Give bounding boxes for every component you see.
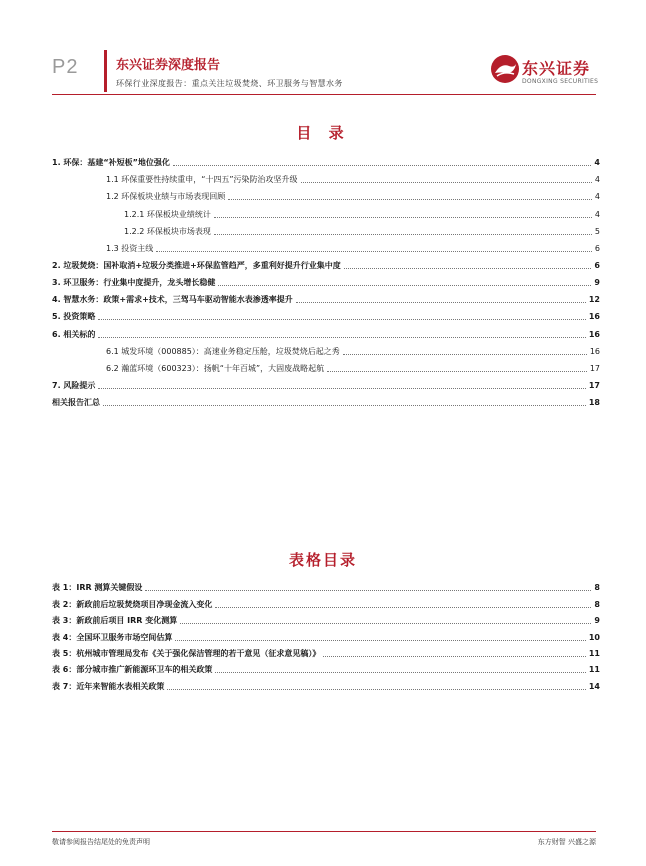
table-entry[interactable]: [52, 627, 600, 643]
table-entry-page: 8: [594, 583, 600, 593]
toc-entry-page: 16: [589, 346, 600, 356]
table-leader: [167, 689, 586, 690]
toc-entry-page: 18: [588, 398, 600, 408]
table-entry-page: 9: [594, 616, 600, 626]
toc-entry-label: 5. 投资策略: [52, 312, 96, 322]
toc-entry[interactable]: [52, 392, 600, 409]
toc-entry-label: 1.3 投资主线: [106, 243, 154, 253]
toc-entry-page: 4: [594, 192, 600, 202]
table-entry[interactable]: [52, 660, 600, 676]
table-entry-page: 8: [594, 599, 600, 609]
toc-entry-page: 6: [594, 260, 600, 270]
logo-mark-icon: [490, 54, 520, 84]
table-leader: [175, 640, 586, 641]
logo-text-en: DONGXING SECURITIES: [522, 78, 599, 85]
logo-text-cn: 东兴证券: [522, 59, 591, 78]
toc-leader: [98, 388, 585, 389]
footer-disclaimer: 敬请参阅报告结尾处的免责声明: [52, 838, 150, 846]
toc-entry-label: 1. 环保：基建“补短板”地位强化: [52, 158, 170, 168]
toc-entry[interactable]: [52, 341, 600, 358]
table-entry-label: 表 2：新政前后垃圾焚烧项目净现金流入变化: [52, 599, 213, 609]
toc-leader: [327, 371, 587, 372]
toc-entry-page: 9: [594, 278, 600, 288]
toc-leader: [301, 182, 592, 183]
toc-entry[interactable]: [52, 323, 600, 340]
toc-entry-page: 4: [594, 158, 600, 168]
toc-entry[interactable]: [52, 152, 600, 169]
toc-entry-label: 4. 智慧水务：政策+需求+技术，三驾马车驱动智能水表渗透率提升: [52, 295, 293, 305]
tables-list: [52, 578, 600, 693]
table-entry[interactable]: [52, 578, 600, 594]
toc-entry-page: 6: [594, 243, 600, 253]
table-entry[interactable]: [52, 611, 600, 627]
toc-entry-label: 6.1 城发环境（000885）：高速业务稳定压舱，垃圾焚烧后起之秀: [106, 346, 340, 356]
report-subtitle: 环保行业深度报告：重点关注垃圾焚烧、环卫服务与智慧水务: [116, 79, 343, 88]
page-number: P2: [52, 56, 79, 78]
toc-entry-label: 1.1 环保重要性持续重申，“十四五”污染防治攻坚升级: [106, 175, 298, 185]
toc-leader: [214, 234, 592, 235]
table-entry[interactable]: [52, 676, 600, 692]
table-entry[interactable]: [52, 644, 600, 660]
toc-list: [52, 152, 600, 409]
toc-entry[interactable]: [52, 375, 600, 392]
table-entry-label: 表 4：全国环卫服务市场空间估算: [52, 632, 173, 642]
toc-leader: [344, 268, 592, 269]
toc-entry-page: 16: [588, 312, 600, 322]
toc-entry-page: 17: [589, 363, 600, 373]
header-rule: [52, 94, 596, 95]
table-entry-label: 表 6：部分城市推广新能源环卫车的相关政策: [52, 665, 213, 675]
table-entry-page: 11: [588, 665, 600, 675]
toc-leader: [156, 251, 592, 252]
toc-entry-label: 1.2 环保板块业绩与市场表现回顾: [106, 192, 226, 202]
toc-leader: [98, 319, 585, 320]
toc-entry-page: 4: [594, 175, 600, 185]
table-entry[interactable]: [52, 594, 600, 610]
footer-slogan: 东方财智 兴盛之源: [537, 838, 596, 846]
table-entry-page: 10: [588, 632, 600, 642]
toc-entry[interactable]: [52, 289, 600, 306]
table-entry-label: 表 3：新政前后项目 IRR 变化测算: [52, 616, 178, 626]
toc-entry-label: 2. 垃圾焚烧：国补取消+垃圾分类推进+环保监管趋严，多重利好提升行业集中度: [52, 260, 341, 270]
table-leader: [180, 623, 591, 624]
toc-entry-label: 1.2.2 环保板块市场表现: [124, 226, 211, 236]
table-leader: [215, 672, 586, 673]
toc-entry-label: 1.2.1 环保板块业绩统计: [124, 209, 211, 219]
table-leader: [323, 656, 586, 657]
toc-entry[interactable]: [52, 186, 600, 203]
table-entry-page: 14: [588, 681, 600, 691]
toc-leader: [214, 217, 592, 218]
report-type: 东兴证券深度报告: [116, 58, 221, 73]
toc-entry-label: 相关报告汇总: [52, 398, 100, 408]
toc-entry-label: 3. 环卫服务：行业集中度提升，龙头增长稳健: [52, 278, 216, 288]
toc-leader: [218, 285, 591, 286]
table-entry-label: 表 7：近年来智能水表相关政策: [52, 681, 165, 691]
toc-entry[interactable]: [52, 272, 600, 289]
table-entry-label: 表 1：IRR 测算关键假设: [52, 583, 143, 593]
company-logo: [490, 52, 600, 90]
page-header: [0, 0, 646, 100]
table-leader: [215, 607, 591, 608]
tables-title: 表格目录: [288, 551, 357, 569]
table-leader: [145, 590, 591, 591]
header-accent-bar: [104, 50, 107, 92]
toc-entry-page: 4: [594, 209, 600, 219]
toc-entry-label: 6.2 瀚蓝环境（600323）：扬帆“十年百城”，大固废战略起航: [106, 363, 325, 373]
table-entry-label: 表 5：杭州城市管理局发布《关于强化保洁管理的若干意见（征求意见稿）》: [52, 648, 321, 658]
toc-entry[interactable]: [52, 306, 600, 323]
toc-title: 目 录: [296, 124, 350, 142]
footer-rule: [52, 831, 596, 832]
toc-entry[interactable]: [52, 255, 600, 272]
toc-entry-page: 17: [588, 380, 600, 390]
toc-entry-label: 6. 相关标的: [52, 329, 96, 339]
toc-entry-page: 5: [594, 226, 600, 236]
toc-entry[interactable]: [52, 169, 600, 186]
toc-entry[interactable]: [52, 358, 600, 375]
toc-entry-label: 7. 风险提示: [52, 380, 96, 390]
table-entry-page: 11: [588, 648, 600, 658]
toc-entry[interactable]: [52, 221, 600, 238]
toc-entry[interactable]: [52, 238, 600, 255]
toc-leader: [98, 337, 585, 338]
toc-entry-page: 16: [588, 329, 600, 339]
toc-leader: [173, 165, 592, 166]
toc-entry-page: 12: [588, 295, 600, 305]
toc-entry[interactable]: [52, 203, 600, 220]
toc-leader: [228, 199, 592, 200]
toc-leader: [296, 302, 586, 303]
toc-leader: [103, 405, 586, 406]
toc-leader: [343, 354, 587, 355]
